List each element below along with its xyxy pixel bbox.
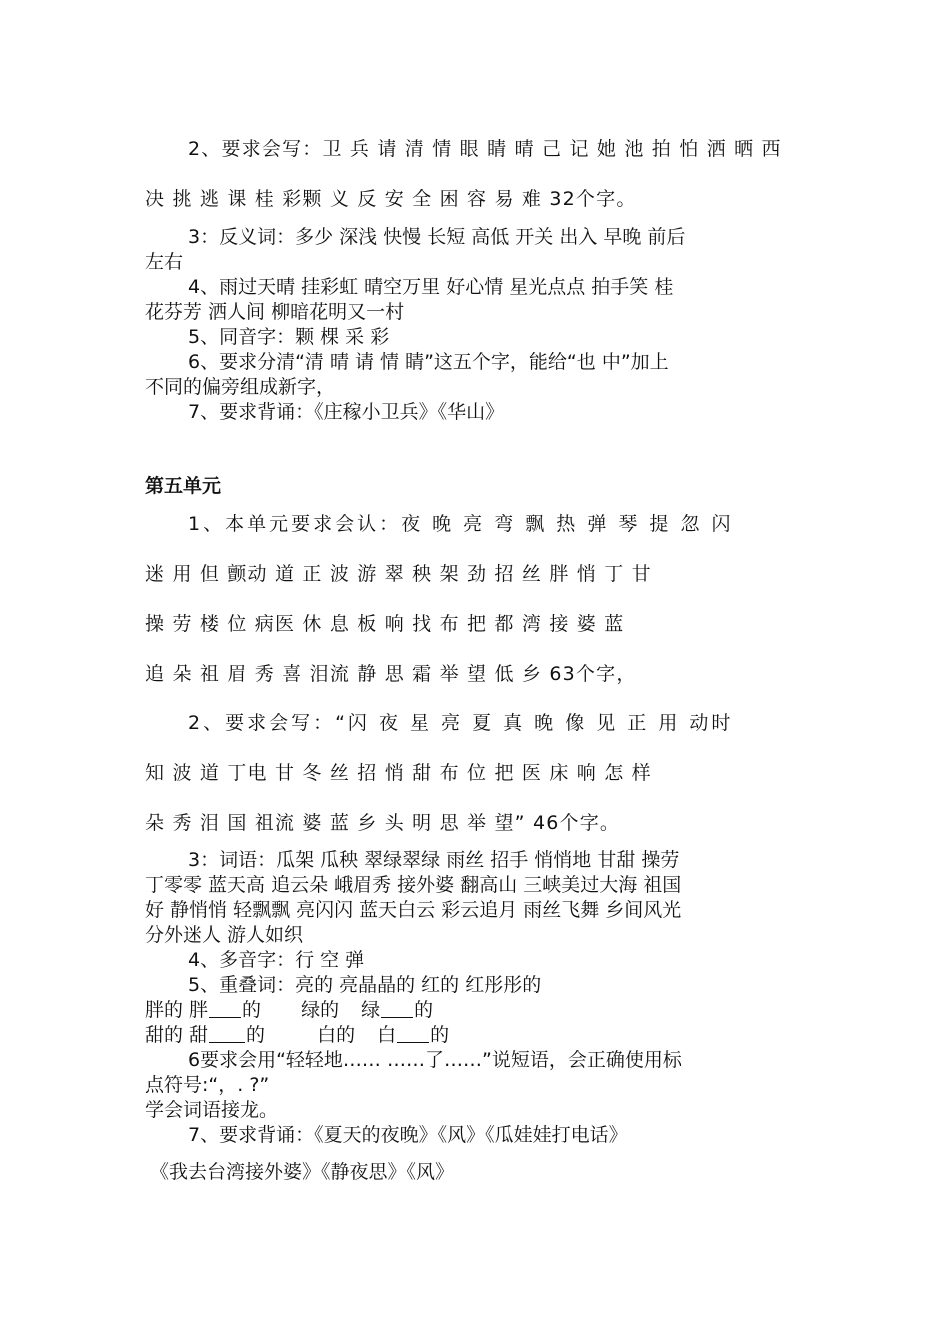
unit5-recognize-line-2: 迷 用 但 颤动 道 正 波 游 翠 秧 架 劲 招 丝 胖 悄 丁 甘 — [145, 563, 652, 585]
unit5-recite-line-2: 《我去台湾接外婆》《静夜思》《风》 — [150, 1161, 455, 1183]
fill-blank[interactable] — [209, 1024, 245, 1043]
unit5-usage-line-3: 学会词语接龙。 — [145, 1099, 279, 1121]
unit4-antonyms-line-1: 3：反义词：多少 深浅 快慢 长短 高低 开关 出入 早晚 前后 — [188, 226, 686, 248]
unit5-vocab-line-1: 3：词语：瓜架 瓜秧 翠绿翠绿 雨丝 招手 悄悄地 甘甜 操劳 — [188, 849, 680, 871]
unit4-write-line-2: 决 挑 逃 课 桂 彩颗 义 反 安 全 困 容 易 难 32个字。 — [145, 188, 637, 210]
suffix-de: 的 — [414, 999, 434, 1021]
unit4-antonyms-line-2: 左右 — [145, 251, 184, 273]
unit4-recite: 7、要求背诵：《庄稼小卫兵》《华山》 — [188, 401, 505, 423]
fill-blank[interactable] — [381, 999, 413, 1018]
unit4-phrases-line-2: 花芬芳 洒人间 柳暗花明又一村 — [145, 301, 405, 323]
unit5-write-line-2: 知 波 道 丁电 甘 冬 丝 招 悄 甜 布 位 把 医 床 响 怎 样 — [145, 762, 652, 784]
unit5-vocab-line-2: 丁零零 蓝天高 追云朵 峨眉秀 接外婆 翻高山 三峡美过大海 祖国 — [145, 874, 682, 896]
white-stem: 白 — [377, 1024, 397, 1046]
unit5-write-line-1: 2、要求会写：“闪 夜 星 亮 夏 真 晚 像 见 正 用 动时 — [188, 712, 734, 734]
unit5-recite-line-1: 7、要求背诵：《夏天的夜晚》《风》《瓜娃娃打电话》 — [188, 1124, 628, 1146]
unit5-vocab-line-4: 分外迷人 游人如织 — [145, 924, 304, 946]
unit5-recognize-line-1: 1、本单元要求会认：夜 晚 亮 弯 飘 热 弹 琴 提 忽 闪 — [188, 513, 734, 535]
suffix-de: 的 — [246, 1024, 266, 1046]
unit5-heading: 第五单元 — [145, 475, 222, 497]
unit5-polyphones: 4、多音字：行 空 弹 — [188, 949, 365, 971]
unit5-usage-line-1: 6要求会用“轻轻地…… ……了……”说短语，会正确使用标 — [188, 1049, 682, 1071]
fill-blank[interactable] — [209, 999, 241, 1018]
suffix-de: 的 — [430, 1024, 450, 1046]
white-prompt: 白的 — [317, 1024, 356, 1046]
unit4-phrases-line-1: 4、雨过天晴 挂彩虹 晴空万里 好心情 星光点点 拍手笑 桂 — [188, 276, 674, 298]
unit4-homophones: 5、同音字：颗 棵 采 彩 — [188, 326, 390, 348]
unit5-usage-line-2: 点符号:“，. ?” — [145, 1074, 270, 1096]
unit5-reduplication-exercise-2 — [145, 1023, 815, 1047]
sweet-prompt: 甜的 甜 — [145, 1024, 209, 1046]
unit5-vocab-line-3: 好 静悄悄 轻飘飘 亮闪闪 蓝天白云 彩云追月 雨丝飞舞 乡间风光 — [145, 899, 682, 921]
unit5-recognize-line-3: 操 劳 楼 位 病医 休 息 板 响 找 布 把 都 湾 接 婆 蓝 — [145, 613, 625, 635]
green-stem: 绿 — [361, 999, 381, 1021]
unit4-write-line-1: 2、要求会写：卫 兵 请 清 情 眼 睛 晴 己 记 她 池 拍 怕 洒 晒 西 — [188, 138, 782, 160]
green-prompt: 绿的 — [301, 999, 340, 1021]
unit4-distinguish-line-2: 不同的偏旁组成新字， — [145, 376, 336, 398]
unit5-write-line-3: 朵 秀 泪 国 祖流 婆 蓝 乡 头 明 思 举 望” 46个字。 — [145, 812, 621, 834]
unit5-reduplication-exercise-1 — [145, 998, 815, 1022]
suffix-de: 的 — [242, 999, 262, 1021]
unit5-recognize-line-4: 追 朵 祖 眉 秀 喜 泪流 静 思 霜 举 望 低 乡 63个字， — [145, 663, 637, 685]
fill-blank[interactable] — [397, 1024, 429, 1043]
unit5-reduplication-line-1: 5、重叠词：亮的 亮晶晶的 红的 红彤彤的 — [188, 974, 542, 996]
fat-prompt: 胖的 胖 — [145, 999, 209, 1021]
unit4-distinguish-line-1: 6、要求分清“清 晴 请 情 睛”这五个字，能给“也 中”加上 — [188, 351, 669, 373]
